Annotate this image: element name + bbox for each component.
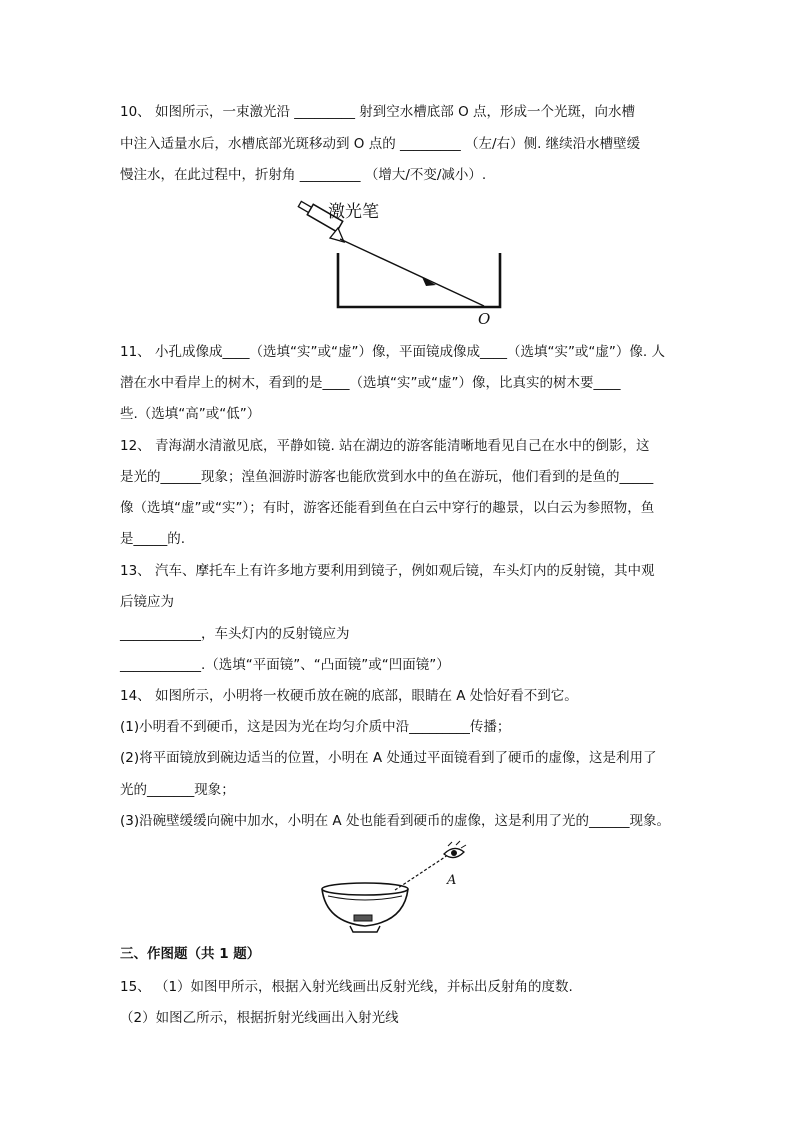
q12-line-1: 12、 青海湖水清澈见底，平静如镜. 站在湖边的游客能清晰地看见自己在水中的倒影，这 bbox=[120, 438, 650, 454]
point-a-label: A bbox=[447, 873, 457, 888]
laser-beam bbox=[340, 239, 484, 306]
q13-line-4: ____________.（选填“平面镜”、“凸面镜”或“凹面镜”） bbox=[120, 657, 450, 673]
q13-line-3: ____________，车头灯内的反射镜应为 bbox=[120, 626, 350, 642]
q15-line-2: （2）如图乙所示，根据折射光线画出入射光线 bbox=[120, 1010, 399, 1026]
laser-tank-figure bbox=[288, 198, 518, 328]
sight-line bbox=[395, 855, 448, 890]
water-tank bbox=[338, 253, 500, 307]
q11-line-3: 些.（选填“高”或“低”） bbox=[120, 406, 261, 422]
q11-line-1: 11、 小孔成像成____（选填“实”或“虚”）像，平面镜成像成____（选填“实”或“虚”）像. 人 bbox=[120, 344, 666, 360]
q15-line-1: 15、 （1）如图甲所示，根据入射光线画出反射光线，并标出反射角的度数. bbox=[120, 979, 573, 995]
q14-line-2: (1)小明看不到硬币，这是因为光在均匀介质中沿_________传播； bbox=[120, 719, 511, 735]
q14-line-3: (2)将平面镜放到碗边适当的位置，小明在 A 处通过平面镜看到了硬币的虚像，这是利用了 bbox=[120, 750, 657, 766]
q12-line-3: 像（选填“虚”或“实”）；有时，游客还能看到鱼在白云中穿行的趣景，以白云为参照物，鱼 bbox=[120, 500, 655, 516]
q11-line-2: 潜在水中看岸上的树木，看到的是____（选填“实”或“虚”）像，比真实的树木要____ bbox=[120, 375, 621, 391]
q12-line-4: 是_____的. bbox=[120, 531, 186, 547]
q14-line-4: 光的_______现象； bbox=[120, 782, 235, 798]
bowl-icon bbox=[322, 883, 408, 932]
coin-icon bbox=[354, 915, 372, 921]
q14-line-5: (3)沿碗壁缓缓向碗中加水，小明在 A 处也能看到硬币的虚像，这是利用了光的______现象。 bbox=[120, 813, 670, 829]
q10-line-2: 中注入适量水后，水槽底部光斑移动到 O 点的 _________ （左/右）侧. 继续沿水槽壁缓 bbox=[120, 136, 641, 152]
beam-arrow bbox=[422, 277, 436, 286]
laser-pen-label: 激光笔 bbox=[328, 202, 379, 222]
q10-line-3: 慢注水，在此过程中，折射角 _________ （增大/不变/减小）. bbox=[120, 167, 487, 183]
q10-line-1: 10、 如图所示，一束激光沿 _________ 射到空水槽底部 O 点，形成一个光斑，向水槽 bbox=[120, 104, 636, 120]
q13-line-2: 后镜应为 bbox=[120, 594, 174, 610]
point-o-label: O bbox=[478, 310, 491, 328]
q13-line-1: 13、 汽车、摩托车上有许多地方要利用到镜子，例如观后镜，车头灯内的反射镜，其中观 bbox=[120, 563, 655, 579]
eye-icon bbox=[444, 841, 466, 858]
bowl-coin-figure bbox=[320, 840, 490, 935]
q12-line-2: 是光的______现象；湟鱼洄游时游客也能欣赏到水中的鱼在游玩，他们看到的是鱼的_____ bbox=[120, 469, 654, 485]
q14-line-1: 14、 如图所示，小明将一枚硬币放在碗的底部，眼睛在 A 处恰好看不到它。 bbox=[120, 688, 578, 704]
section-3-heading: 三、作图题（共 1 题） bbox=[120, 946, 261, 962]
